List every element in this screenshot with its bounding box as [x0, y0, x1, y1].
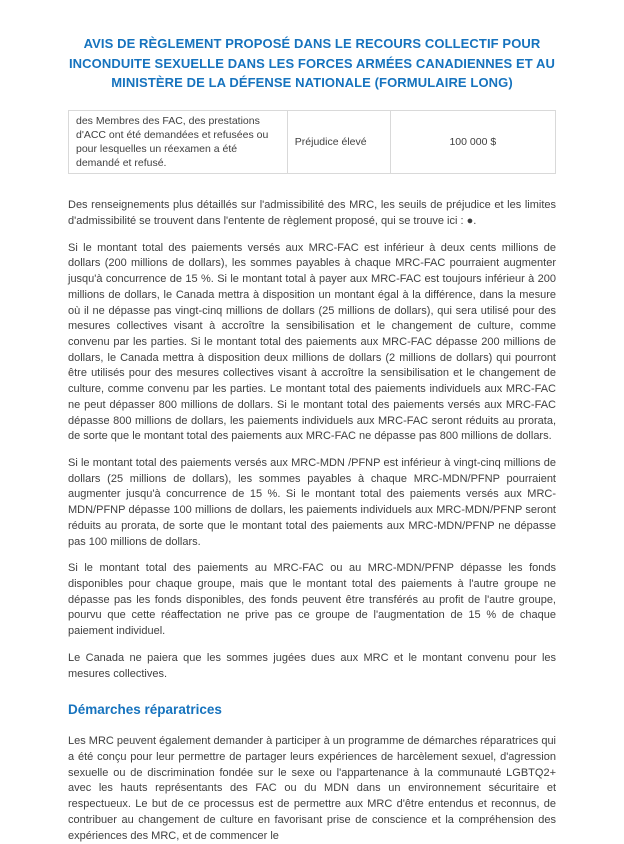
paragraph-admissibility-info: Des renseignements plus détaillés sur l'admissibilité des MRC, les seuils de préjudice et les limites d'admissibilité se trouvent dans l'entente de règlement proposé, qui se trouve ici : ●. [68, 199, 556, 227]
document-body [68, 198, 556, 844]
table-cell-harm-level: Préjudice élevé [287, 110, 390, 174]
table-cell-description: des Membres des FAC, des prestations d'ACC ont été demandées et refusées ou pour lesquelles un réexamen a été demandé et refusé. [69, 110, 288, 174]
paragraph-canada-payment-limit: Le Canada ne paiera que les sommes jugées dues aux MRC et le montant convenu pour les mesures collectives. [68, 651, 556, 680]
payment-table [68, 110, 556, 175]
table-row [69, 110, 556, 174]
document-title: AVIS DE RÈGLEMENT PROPOSÉ DANS LE RECOURS COLLECTIF POUR INCONDUITE SEXUELLE DANS LES FORCES ARMÉES CANADIENNES ET AU MINISTÈRE DE LA DÉFENSE NATIONALE (FORMULAIRE LONG) [68, 36, 556, 90]
section-heading-demarches-reparatrices: Démarches réparatrices [68, 702, 222, 718]
table-cell-amount: 100 000 $ [390, 110, 555, 174]
paragraph-mrc-fac-payments: Si le montant total des paiements versés aux MRC-FAC est inférieur à deux cents millions de dollars (200 millions de dollars), les sommes payables à chaque MRC-FAC pourraient augmenter jusqu'à concurrence de 15 %. Si le montant total à payer aux MRC-FAC est toujours inférieur à 200 millions de dollars, le Canada mettra à disposition un montant égal à la différence, dans la mesure où il ne dépasse pas vingt-cinq millions de dollars (25 millions de dollars), qui sera utilisé pour des mesures collectives visant à accroître la sensibilisation et le changement de culture, comme convenu par les parties. Si le montant total des paiements aux MRC-FAC dépasse 200 millions de dollars, le Canada mettra à disposition deux millions de dollars (2 millions de dollars) qui pourront être utilisés pour des mesures collectives visant à accroître la sensibilisation et le changement de culture, comme convenu par les parties. Le montant total des paiements individuels aux MRC-FAC ne peut dépasser 800 millions de dollars. Si le montant total des paiements versés aux MRC-FAC dépasse 800 millions de dollars, les paiements individuels aux MRC-FAC seront réduits au prorata, de sorte que le montant total des paiements aux MRC-FAC ne dépasse pas 800 millions de dollars. [68, 241, 556, 443]
paragraph-restorative-program: Les MRC peuvent également demander à participer à un programme de démarches réparatrices qui a été conçu pour leur permettre de partager leurs expériences de harcèlement sexuel, d'agression sexuelle ou de discrimination fondée sur le sexe ou l'appartenance à la communauté LGBTQ2+ avec les hauts représentants des FAC ou du MDN dans un environnement sécuritaire et respectueux. Le but de ce processus est de permettre aux MRC d'être entendus et reconnus, de contribuer au changement de culture en favorisant prise de conscience et la compréhension des expériences des MRC, et de commencer le [68, 735, 556, 842]
paragraph-fund-reallocation: Si le montant total des paiements au MRC-FAC ou au MRC-MDN/PFNP dépasse les fonds disponibles pour chaque groupe, mais que le montant total des paiements à l'autre groupe ne dépasse pas les fonds disponibles, des fonds peuvent être transférés au profit de l'autre groupe, pourvu que cette réaffectation ne prive pas ce groupe de l'augmentation de 15 % de chaque paiement individuel. [68, 562, 556, 638]
paragraph-mrc-mdn-pfnp-payments: Si le montant total des paiements versés aux MRC-MDN /PFNP est inférieur à vingt-cinq millions de dollars (25 millions de dollars), les sommes payables à chaque MRC-MDN/PFNP pourraient augmenter jusqu'à concurrence de 15 %. Si le montant total des paiements versés aux MRC-MDN/PFNP dépasse 100 millions de dollars, les paiements individuels aux MRC-MDN/PFNP seront réduits au prorata, de sorte que le montant total des paiements aux MRC-MDN/PFNP ne dépasse pas 100 millions de dollars. [68, 456, 556, 548]
